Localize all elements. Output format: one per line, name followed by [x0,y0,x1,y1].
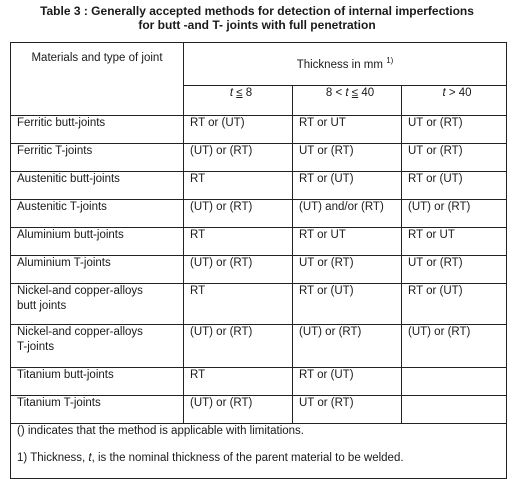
footnote-thickness: 1) Thickness, t, is the nominal thickness of the parent material to be welded. [17,452,404,464]
material-cell: Austenitic butt-joints [11,172,184,200]
method-cell: RT or (UT) [293,368,402,396]
methods-table [10,42,507,479]
material-cell: Nickel-and copper-alloys T-joints [11,325,184,368]
method-cell: (UT) or (RT) [184,396,293,424]
table-row [11,368,507,396]
table-row [11,325,507,368]
method-cell: (UT) or (RT) [184,144,293,172]
method-cell: (UT) or (RT) [184,200,293,228]
material-cell: Ferritic butt-joints [11,116,184,144]
materials-header: Materials and type of joint [31,52,163,64]
method-cell: (UT) or (RT) [184,325,293,368]
method-cell: RT or (UT) [293,284,402,325]
material-cell: Titanium T-joints [11,396,184,424]
table-row [11,144,507,172]
footnote-cell [11,424,507,479]
caption-line-1: Table 3 : Generally accepted methods for detection of internal imperfections [40,4,474,18]
method-cell: (UT) or (RT) [402,200,507,228]
material-cell: Austenitic T-joints [11,200,184,228]
method-cell [402,396,507,424]
method-cell: RT or (UT) [402,172,507,200]
method-cell: UT or (RT) [293,144,402,172]
footnote-limitations: () indicates that the method is applicable with limitations. [17,425,305,437]
material-cell: Ferritic T-joints [11,144,184,172]
material-cell: Aluminium butt-joints [11,228,184,256]
material-cell: Titanium butt-joints [11,368,184,396]
method-cell: UT or (RT) [402,256,507,284]
method-cell: RT or (UT) [402,284,507,325]
method-cell: (UT) and/or (RT) [293,200,402,228]
table-row [11,284,507,325]
method-cell: RT [184,228,293,256]
materials-header-cell [11,43,184,116]
material-cell: Nickel-and copper-alloys butt joints [11,284,184,325]
method-cell: (UT) or (RT) [184,256,293,284]
table-caption [0,4,514,32]
table-row [11,228,507,256]
method-cell: RT or (UT) [184,116,293,144]
method-cell: RT or UT [293,116,402,144]
method-cell: RT [184,368,293,396]
method-cell: RT or UT [402,228,507,256]
method-cell: UT or (RT) [293,396,402,424]
table-row [11,172,507,200]
method-cell: UT or (RT) [293,256,402,284]
thickness-footnote-mark: 1) [386,56,394,65]
caption-line-2: for butt -and T- joints with full penetration [138,18,376,32]
table-row [11,256,507,284]
method-cell: RT or (UT) [293,172,402,200]
material-cell: Aluminium T-joints [11,256,184,284]
range-header-2: 8 < t ≤ 40 [293,86,402,116]
table-row [11,396,507,424]
method-cell: RT [184,172,293,200]
method-cell: (UT) or (RT) [402,325,507,368]
thickness-header: Thickness in mm [296,59,383,71]
footnote-row [11,424,507,479]
method-cell: UT or (RT) [402,144,507,172]
range-header-1: t ≤ 8 [184,86,293,116]
table-header-row [11,43,507,86]
table-row [11,200,507,228]
method-cell: RT [184,284,293,325]
method-cell [402,368,507,396]
range-header-3: t > 40 [402,86,507,116]
method-cell: UT or (RT) [402,116,507,144]
method-cell: RT or UT [293,228,402,256]
thickness-header-cell [184,43,507,86]
method-cell: (UT) or (RT) [293,325,402,368]
table-row [11,116,507,144]
